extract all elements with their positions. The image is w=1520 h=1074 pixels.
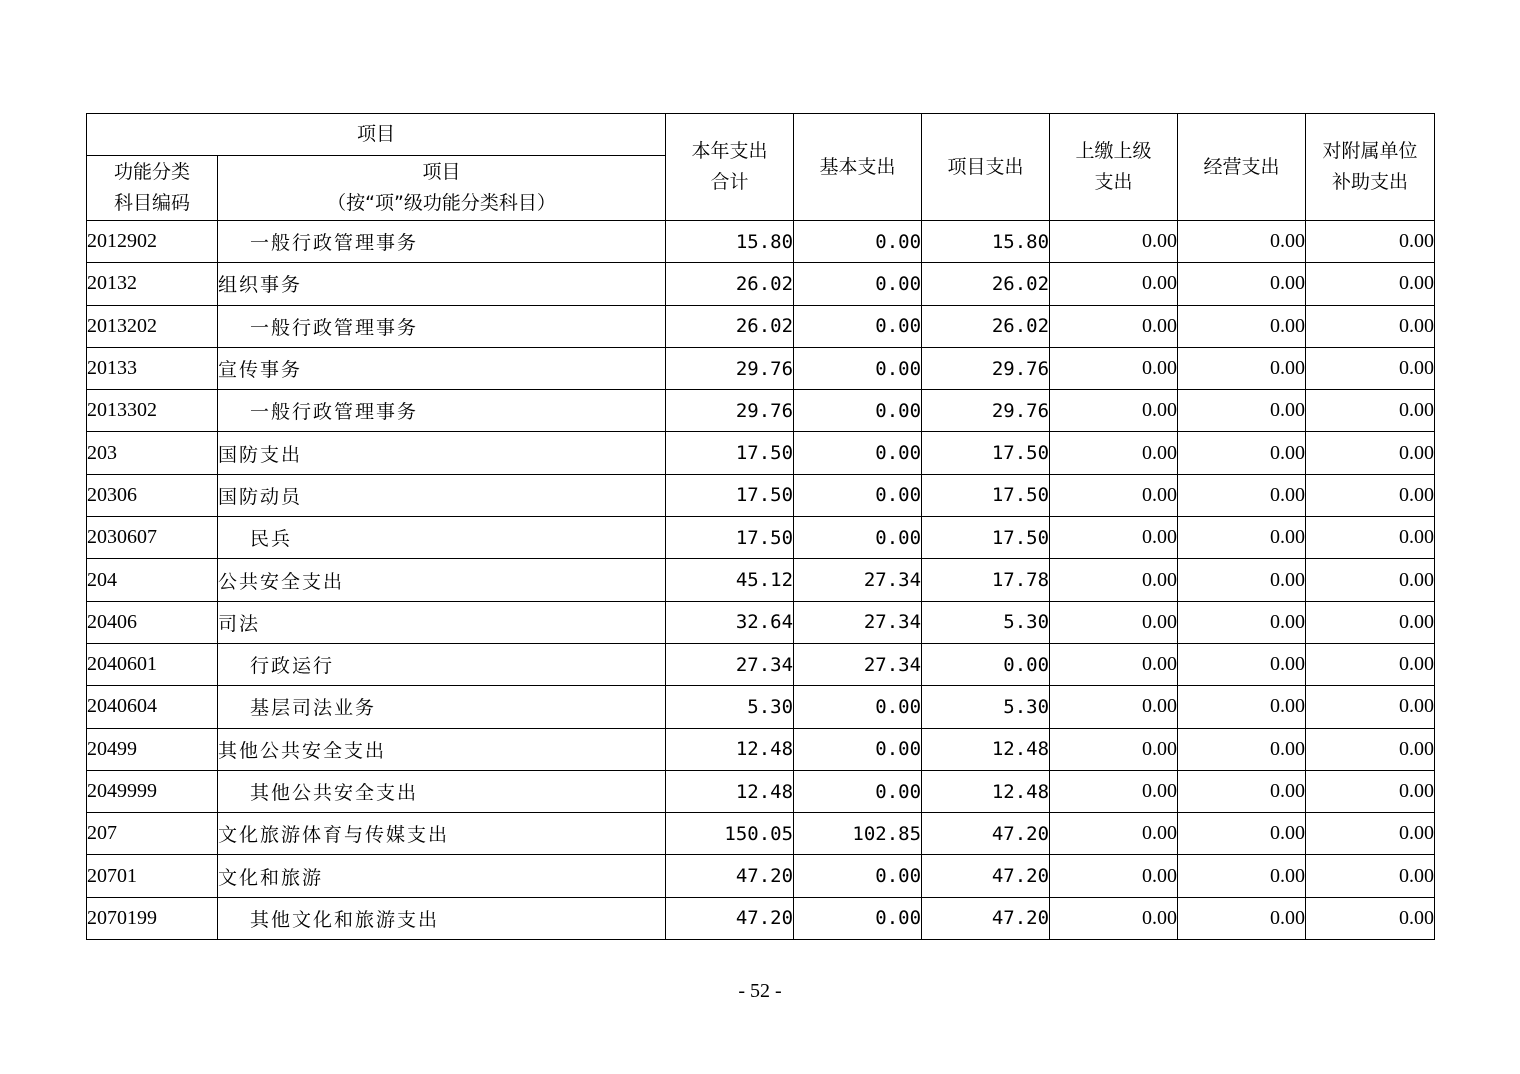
- upper-cell: 0.00: [1050, 728, 1178, 770]
- name-cell: 司法: [218, 601, 666, 643]
- table-row: [87, 347, 1435, 389]
- business-cell: 0.00: [1178, 517, 1306, 559]
- table-row: [87, 559, 1435, 601]
- total-cell: 29.76: [666, 347, 794, 389]
- name-cell: 其他公共安全支出: [218, 728, 666, 770]
- business-cell: 0.00: [1178, 559, 1306, 601]
- name-cell: 其他文化和旅游支出: [218, 897, 666, 939]
- basic-cell: 0.00: [794, 221, 922, 263]
- subsidy-cell: 0.00: [1306, 517, 1435, 559]
- table-row: [87, 305, 1435, 347]
- upper-cell: 0.00: [1050, 390, 1178, 432]
- upper-cell: 0.00: [1050, 686, 1178, 728]
- subsidy-cell: 0.00: [1306, 305, 1435, 347]
- project-cell: 17.50: [922, 474, 1050, 516]
- project-cell: 5.30: [922, 601, 1050, 643]
- subsidy-cell: 0.00: [1306, 474, 1435, 516]
- business-cell: 0.00: [1178, 897, 1306, 939]
- total-cell: 17.50: [666, 432, 794, 474]
- basic-cell: 0.00: [794, 347, 922, 389]
- total-cell: 32.64: [666, 601, 794, 643]
- basic-cell: 0.00: [794, 686, 922, 728]
- business-cell: 0.00: [1178, 474, 1306, 516]
- code-cell: 2049999: [87, 770, 218, 812]
- upper-cell: 0.00: [1050, 347, 1178, 389]
- total-cell: 47.20: [666, 855, 794, 897]
- code-cell: 207: [87, 813, 218, 855]
- upper-cell: 0.00: [1050, 263, 1178, 305]
- total-cell: 27.34: [666, 643, 794, 685]
- subsidy-cell: 0.00: [1306, 643, 1435, 685]
- table-row: [87, 601, 1435, 643]
- subsidy-cell: 0.00: [1306, 686, 1435, 728]
- project-cell: 26.02: [922, 305, 1050, 347]
- name-cell: 公共安全支出: [218, 559, 666, 601]
- basic-cell: 27.34: [794, 559, 922, 601]
- subsidy-cell: 0.00: [1306, 347, 1435, 389]
- upper-cell: 0.00: [1050, 643, 1178, 685]
- subsidy-cell: 0.00: [1306, 601, 1435, 643]
- code-cell: 2040601: [87, 643, 218, 685]
- table-row: [87, 432, 1435, 474]
- total-cell: 5.30: [666, 686, 794, 728]
- code-cell: 204: [87, 559, 218, 601]
- subsidy-cell: 0.00: [1306, 432, 1435, 474]
- name-cell: 基层司法业务: [218, 686, 666, 728]
- upper-cell: 0.00: [1050, 601, 1178, 643]
- project-cell: 0.00: [922, 643, 1050, 685]
- project-cell: 17.78: [922, 559, 1050, 601]
- basic-cell: 0.00: [794, 728, 922, 770]
- subsidy-cell: 0.00: [1306, 813, 1435, 855]
- table-row: [87, 474, 1435, 516]
- header-project-group: 项目: [87, 114, 666, 156]
- basic-cell: 0.00: [794, 517, 922, 559]
- table-row: [87, 686, 1435, 728]
- total-cell: 26.02: [666, 305, 794, 347]
- name-cell: 其他公共安全支出: [218, 770, 666, 812]
- business-cell: 0.00: [1178, 686, 1306, 728]
- business-cell: 0.00: [1178, 770, 1306, 812]
- total-cell: 47.20: [666, 897, 794, 939]
- subsidy-cell: 0.00: [1306, 559, 1435, 601]
- header-name: 项目 （按“项”级功能分类科目）: [218, 156, 666, 221]
- basic-cell: 0.00: [794, 432, 922, 474]
- code-cell: 2012902: [87, 221, 218, 263]
- subsidy-cell: 0.00: [1306, 897, 1435, 939]
- code-cell: 20499: [87, 728, 218, 770]
- name-cell: 文化和旅游: [218, 855, 666, 897]
- header-code: 功能分类 科目编码: [87, 156, 218, 221]
- name-cell: 国防动员: [218, 474, 666, 516]
- project-cell: 12.48: [922, 770, 1050, 812]
- code-cell: 2030607: [87, 517, 218, 559]
- table-row: [87, 855, 1435, 897]
- total-cell: 17.50: [666, 474, 794, 516]
- upper-cell: 0.00: [1050, 517, 1178, 559]
- total-cell: 29.76: [666, 390, 794, 432]
- total-cell: 45.12: [666, 559, 794, 601]
- header-basic: 基本支出: [794, 114, 922, 221]
- header-project: 项目支出: [922, 114, 1050, 221]
- table-row: [87, 770, 1435, 812]
- subsidy-cell: 0.00: [1306, 728, 1435, 770]
- project-cell: 29.76: [922, 390, 1050, 432]
- code-cell: 2013202: [87, 305, 218, 347]
- total-cell: 26.02: [666, 263, 794, 305]
- upper-cell: 0.00: [1050, 221, 1178, 263]
- subsidy-cell: 0.00: [1306, 855, 1435, 897]
- business-cell: 0.00: [1178, 601, 1306, 643]
- code-cell: 20701: [87, 855, 218, 897]
- upper-cell: 0.00: [1050, 305, 1178, 347]
- name-cell: 组织事务: [218, 263, 666, 305]
- name-cell: 一般行政管理事务: [218, 221, 666, 263]
- code-cell: 20306: [87, 474, 218, 516]
- project-cell: 17.50: [922, 517, 1050, 559]
- business-cell: 0.00: [1178, 263, 1306, 305]
- project-cell: 26.02: [922, 263, 1050, 305]
- basic-cell: 0.00: [794, 390, 922, 432]
- upper-cell: 0.00: [1050, 770, 1178, 812]
- table-row: [87, 263, 1435, 305]
- business-cell: 0.00: [1178, 305, 1306, 347]
- upper-cell: 0.00: [1050, 855, 1178, 897]
- name-cell: 国防支出: [218, 432, 666, 474]
- total-cell: 12.48: [666, 770, 794, 812]
- business-cell: 0.00: [1178, 813, 1306, 855]
- header-upper: 上缴上级 支出: [1050, 114, 1178, 221]
- project-cell: 47.20: [922, 813, 1050, 855]
- basic-cell: 0.00: [794, 855, 922, 897]
- header-total: 本年支出 合计: [666, 114, 794, 221]
- code-cell: 2070199: [87, 897, 218, 939]
- basic-cell: 27.34: [794, 643, 922, 685]
- name-cell: 文化旅游体育与传媒支出: [218, 813, 666, 855]
- project-cell: 15.80: [922, 221, 1050, 263]
- project-cell: 29.76: [922, 347, 1050, 389]
- code-cell: 2040604: [87, 686, 218, 728]
- basic-cell: 0.00: [794, 263, 922, 305]
- upper-cell: 0.00: [1050, 897, 1178, 939]
- page-number: - 52 -: [738, 980, 782, 1002]
- business-cell: 0.00: [1178, 643, 1306, 685]
- expenditure-table: [86, 113, 1435, 940]
- name-cell: 一般行政管理事务: [218, 390, 666, 432]
- subsidy-cell: 0.00: [1306, 770, 1435, 812]
- business-cell: 0.00: [1178, 432, 1306, 474]
- project-cell: 17.50: [922, 432, 1050, 474]
- business-cell: 0.00: [1178, 728, 1306, 770]
- code-cell: 203: [87, 432, 218, 474]
- total-cell: 17.50: [666, 517, 794, 559]
- basic-cell: 0.00: [794, 305, 922, 347]
- header-subsidy: 对附属单位 补助支出: [1306, 114, 1435, 221]
- table-row: [87, 643, 1435, 685]
- basic-cell: 102.85: [794, 813, 922, 855]
- code-cell: 2013302: [87, 390, 218, 432]
- upper-cell: 0.00: [1050, 813, 1178, 855]
- subsidy-cell: 0.00: [1306, 390, 1435, 432]
- project-cell: 47.20: [922, 855, 1050, 897]
- total-cell: 15.80: [666, 221, 794, 263]
- upper-cell: 0.00: [1050, 432, 1178, 474]
- upper-cell: 0.00: [1050, 559, 1178, 601]
- subsidy-cell: 0.00: [1306, 263, 1435, 305]
- table-row: [87, 813, 1435, 855]
- project-cell: 12.48: [922, 728, 1050, 770]
- total-cell: 150.05: [666, 813, 794, 855]
- upper-cell: 0.00: [1050, 474, 1178, 516]
- project-cell: 47.20: [922, 897, 1050, 939]
- business-cell: 0.00: [1178, 390, 1306, 432]
- table-row: [87, 221, 1435, 263]
- business-cell: 0.00: [1178, 221, 1306, 263]
- basic-cell: 0.00: [794, 770, 922, 812]
- subsidy-cell: 0.00: [1306, 221, 1435, 263]
- total-cell: 12.48: [666, 728, 794, 770]
- project-cell: 5.30: [922, 686, 1050, 728]
- basic-cell: 0.00: [794, 474, 922, 516]
- basic-cell: 27.34: [794, 601, 922, 643]
- name-cell: 宣传事务: [218, 347, 666, 389]
- name-cell: 一般行政管理事务: [218, 305, 666, 347]
- code-cell: 20133: [87, 347, 218, 389]
- code-cell: 20132: [87, 263, 218, 305]
- header-business: 经营支出: [1178, 114, 1306, 221]
- code-cell: 20406: [87, 601, 218, 643]
- table-row: [87, 390, 1435, 432]
- name-cell: 行政运行: [218, 643, 666, 685]
- table-row: [87, 517, 1435, 559]
- business-cell: 0.00: [1178, 855, 1306, 897]
- basic-cell: 0.00: [794, 897, 922, 939]
- name-cell: 民兵: [218, 517, 666, 559]
- table-row: [87, 897, 1435, 939]
- business-cell: 0.00: [1178, 347, 1306, 389]
- table-row: [87, 728, 1435, 770]
